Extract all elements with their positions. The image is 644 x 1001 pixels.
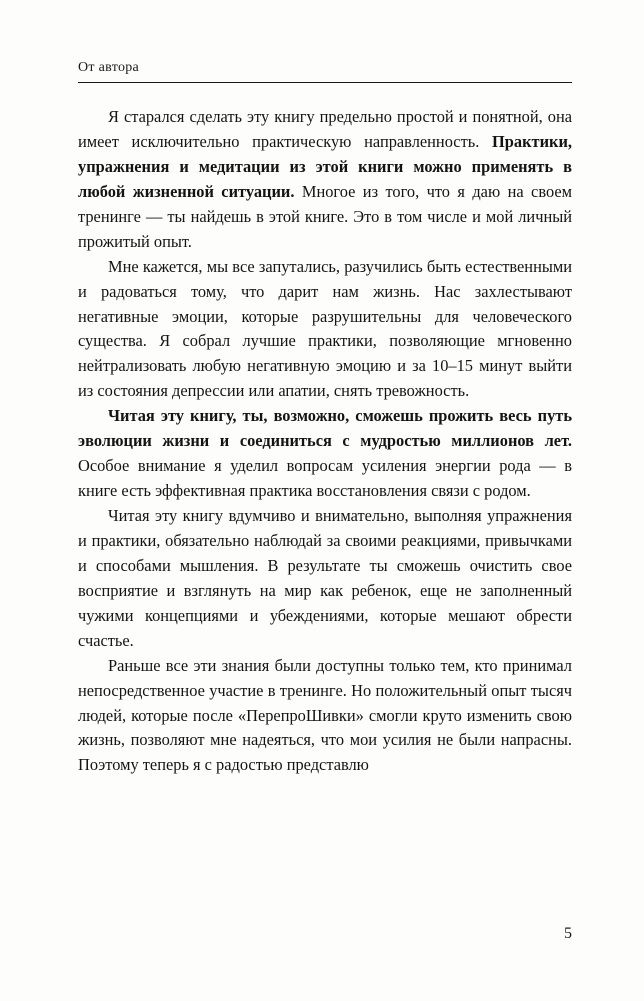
- running-head: От автора: [78, 60, 140, 75]
- text-run: Я старался сделать эту книгу предельно простой и понятной, она имеет исключительно практическую направленность.: [78, 107, 572, 151]
- header-divider: [78, 82, 572, 83]
- paragraph: [78, 255, 572, 405]
- paragraph: [78, 654, 572, 779]
- text-run: Многое из того, что я даю на своем тренинге — ты найдешь в этой книге. Это в том числе и мой личный прожитый опыт.: [78, 181, 572, 251]
- paragraph: [78, 404, 572, 504]
- paragraph: [78, 105, 572, 255]
- page-number: 5: [564, 925, 572, 942]
- emphasis-run: Практики, упражнения и медитации из этой книги можно применять в любой жизненной ситуации.: [78, 131, 572, 201]
- paragraph: [78, 504, 572, 654]
- text-run: Мне кажется, мы все запутались, разучились быть естественными и радоваться тому, что дарит нам жизнь. Нас захлестывают негативные эмоции, которые разрушительны для человеческого существа. Я собрал лучшие практики, позволяющие мгновенно нейтрализовать любую негативную эмоцию и за 10–15 минут выйти из состояния депрессии или апатии, снять тревожность.: [78, 256, 572, 401]
- body-text: [78, 105, 572, 778]
- text-run: Читая эту книгу вдумчиво и внимательно, выполняя упражнения и практики, обязательно наблюдай за своими реакциями, привычками и способами мышления. В результате ты сможешь очистить свое восприятие и взглянуть на мир как ребенок, еще не заполненный чужими концепциями и убеждениями, которые мешают обрести счастье.: [78, 506, 572, 650]
- emphasis-run: Читая эту книгу, ты, возможно, сможешь прожить весь путь эволюции жизни и соединиться с мудростью миллионов лет.: [78, 406, 572, 451]
- text-run: Раньше все эти знания были доступны только тем, кто принимал непосредственное участие в тренинге. Но положительный опыт тысяч людей, которые после «ПерепроШивки» смогли круто изменить свою жизнь, позволяют мне надеяться, что мои усилия не были напрасны. Поэтому теперь я с радостью представлю: [78, 655, 572, 775]
- text-run: Особое внимание я уделил вопросам усиления энергии рода — в книге есть эффективная практика восстановления связи с родом.: [78, 456, 572, 501]
